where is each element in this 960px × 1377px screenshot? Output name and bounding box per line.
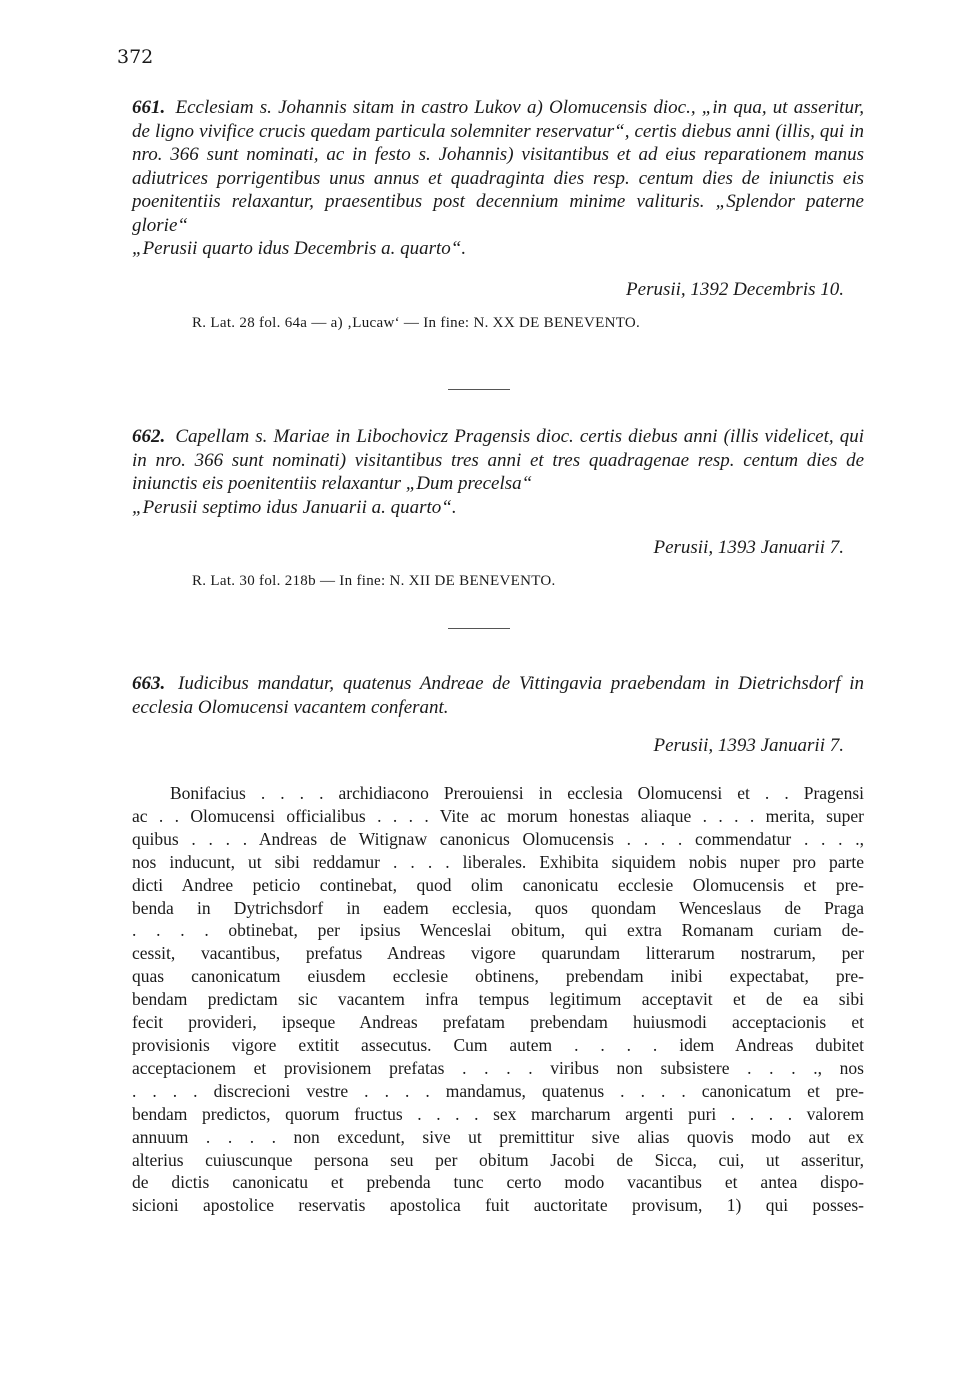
- entry-summary: [132, 672, 864, 719]
- entry-summary: [132, 96, 864, 261]
- body-line: dicti Andree peticio continebat, quod olim canonicatu ecclesie Olomucensis et pre-: [132, 874, 864, 895]
- summary-text: Ecclesiam s. Johannis sitam in castro Lukov a) Olomucensis dioc., „in qua, ut asseritur, de ligno vivifice crucis quedam particula solemniter reservatur“, certis diebus anni (illis, qui in nro. 366 sunt nominati, ac in festo s. Johannis) visitantibus et ad eius reparationem manus adiutrices porrigentibus unus annus et quadraginta dies resp. centum dies de iniunctis eis poenitentiis relaxantur, praesentibus post decennium minime valituris. „Splendor paterne glorie“: [132, 97, 864, 236]
- body-line: bendam predictos, quorum fructus . . . . sex marcharum argenti puri . . . . valorem: [132, 1103, 864, 1124]
- summary-text: Capellam s. Mariae in Libochovicz Pragensis dioc. certis diebus anni (illis videlicet, qui in nro. 366 sunt nominati) visitantibus tres anni et tres quadragenae resp. centum dies de iniunctis eis poenitentiis relaxantur „Dum precelsa“: [132, 426, 864, 494]
- body-line: sicioni apostolice reservatis apostolica fuit auctoritate provisum, 1) qui posses-: [132, 1195, 864, 1216]
- letter-body: [132, 782, 864, 1217]
- body-line: Bonifacius . . . . archidiacono Prerouiensi in ecclesia Olomucensi et . . Pragensi: [170, 783, 864, 803]
- incipit: „Perusii quarto idus Decembris a. quarto“.: [132, 238, 467, 259]
- page-number: 372: [117, 46, 154, 68]
- entry-661: [132, 96, 864, 332]
- entry-662: [132, 425, 864, 590]
- section-divider: [448, 389, 510, 390]
- body-line: bendam predictam sic vacantem infra tempus legitimum acceptavit et de ea sibi: [132, 989, 864, 1010]
- body-line: . . . . discrecioni vestre . . . . mandamus, quatenus . . . . canonicatum et pre-: [132, 1080, 864, 1101]
- body-line: ac . . Olomucensi officialibus . . . . Vite ac morum honestas aliaque . . . . merita, super: [132, 805, 864, 826]
- body-line: nos inducunt, ut sibi reddamur . . . . liberales. Exhibita siquidem nobis nuper pro parte: [132, 851, 864, 872]
- entry-number: 662.: [132, 426, 166, 447]
- entry-number: 661.: [132, 97, 166, 118]
- incipit: „Perusii septimo idus Januarii a. quarto“.: [132, 496, 457, 518]
- body-line: fecit provideri, ipseque Andreas prefatam prebendam huiusmodi acceptacionis et: [132, 1012, 864, 1033]
- entry-date: Perusii, 1393 Januarii 7.: [653, 537, 844, 558]
- summary-text: Iudicibus mandatur, quatenus Andreae de Vittingavia praebendam in Dietrichsdorf in ecclesia Olomucensi vacantem conferant.: [132, 673, 865, 718]
- body-line: alterius cuiuscunque persona seu per obitum Jacobi de Sicca, cui, ut asseritur,: [132, 1149, 864, 1170]
- body-line: de dictis canonicatu et prebenda tunc certo modo vacantibus et antea dispo-: [132, 1172, 864, 1193]
- entry-summary: [132, 425, 864, 519]
- entry-source: R. Lat. 28 fol. 64a — a) ‚Lucaw‘ — In fine: N. XX DE BENEVENTO.: [192, 314, 641, 331]
- body-line: benda in Dytrichsdorf in eadem ecclesia, quos quondam Wenceslaus de Praga: [132, 897, 864, 918]
- entry-number: 663.: [132, 673, 166, 694]
- body-line: provisionis vigore extitit assecutus. Cum autem . . . . idem Andreas dubitet: [132, 1034, 864, 1055]
- entry-date: Perusii, 1393 Januarii 7.: [653, 735, 844, 756]
- body-line: cessit, vacantibus, prefatus Andreas vigore quarundam litterarum nostrarum, per: [132, 943, 864, 964]
- entry-663: [132, 672, 864, 757]
- body-line: quibus . . . . Andreas de Witignaw canonicus Olomucensis . . . . commendatur . . . .,: [132, 828, 864, 849]
- body-line: quas canonicatum eiusdem ecclesie obtinens, prebendam inibi expectabat, pre-: [132, 966, 864, 987]
- section-divider: [448, 628, 510, 629]
- entry-date: Perusii, 1392 Decembris 10.: [626, 278, 844, 300]
- entry-source: R. Lat. 30 fol. 218b — In fine: N. XII DE BENEVENTO.: [192, 573, 556, 589]
- body-line: . . . . obtinebat, per ipsius Wenceslai obitum, qui extra Romanam curiam de-: [132, 920, 864, 941]
- body-line: acceptacionem et provisionem prefatas . . . . viribus non subsistere . . . ., nos: [132, 1057, 864, 1078]
- body-line: annuum . . . . non excedunt, sive ut premittitur sive alias quovis modo aut ex: [132, 1126, 864, 1147]
